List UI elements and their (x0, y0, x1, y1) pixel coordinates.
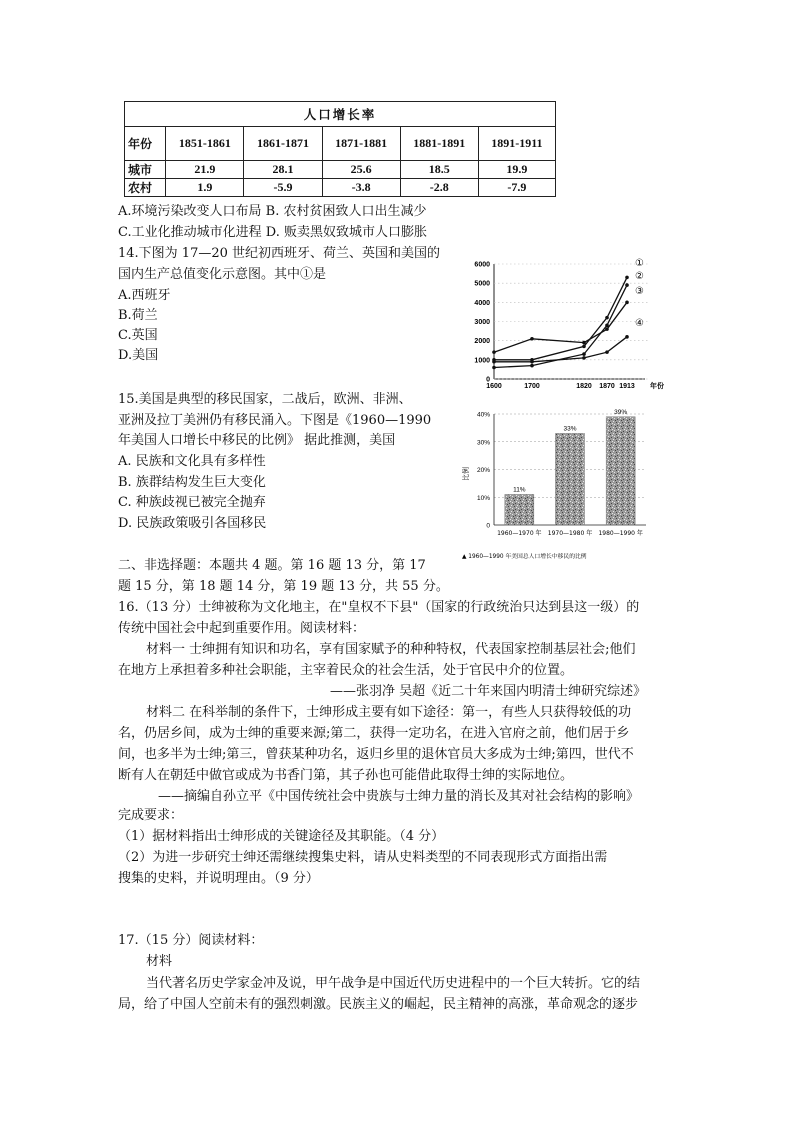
table-cell: 28.1 (244, 161, 322, 179)
section2-line-1: 二、非选择题：本题共 4 题。第 16 题 13 分，第 17 (118, 558, 426, 573)
x-tick-label: 1960—1970 年 (497, 530, 542, 537)
series-label: ④ (635, 318, 644, 329)
q16-line-1: 16.（13 分）士绅被称为文化地主，在"皇权不下县"（国家的行政统治只达到县这一级）的 (118, 600, 640, 615)
data-point (492, 350, 496, 354)
q14-option-c: C.英国 (118, 328, 158, 343)
data-point (605, 350, 609, 354)
q16-material-2-source: ——摘编自孙立平《中国传统社会中贵族与士绅力量的消长及其对社会结构的影响》 (158, 789, 640, 804)
data-point (582, 356, 586, 360)
table-row-label: 农村 (125, 179, 166, 197)
q14-stem-line-1: 14.下图为 17—20 世纪初西班牙、荷兰、英国和美国的 (118, 246, 441, 261)
bar (606, 417, 635, 525)
data-point (605, 327, 609, 331)
q15-option-c: C. 种族歧视已被完全抛弃 (118, 495, 266, 510)
q16-material-1-source: ——张羽净 吴超《近二十年来国内明清士绅研究综述》 (330, 684, 647, 699)
x-tick-label: 1600 (486, 383, 502, 390)
gdp-line-chart (455, 254, 685, 394)
data-label: 11% (513, 486, 526, 494)
q16-material-2-c: 间，也多半为士绅;第三，曾获某种功名，返归乡里的退休官员大多成为士绅;第四，世代不 (118, 747, 634, 762)
q16-requirements-label: 完成要求： (118, 808, 184, 823)
q15-option-a: A. 民族和文化具有多样性 (118, 454, 266, 469)
q16-line-2: 传统中国社会中起到重要作用。阅读材料： (118, 621, 366, 636)
bar (556, 433, 585, 525)
chart-caption: ▲ 1960—1990 年美国总人口增长中移民的比例 (462, 554, 587, 560)
table-header-period: 1871-1881 (322, 127, 400, 161)
x-axis-label: 年份 (650, 382, 664, 390)
table-cell: -5.9 (244, 179, 322, 197)
series-label: ① (635, 258, 644, 269)
y-tick-label: 10% (476, 494, 490, 502)
table-cell: 25.6 (322, 161, 400, 179)
series-line (494, 302, 627, 352)
table-cell: 1.9 (166, 179, 244, 197)
table-header-period: 1861-1871 (244, 127, 322, 161)
table-header-period: 1891-1911 (478, 127, 555, 161)
table-cell: -2.8 (400, 179, 478, 197)
table-title: 人口增长率 (125, 102, 556, 127)
y-tick-label: 2000 (474, 338, 490, 346)
y-tick-label: 40% (476, 411, 490, 419)
q14-stem-line-2: 国内生产总值变化示意图。其中①是 (118, 267, 327, 282)
data-point (530, 364, 534, 368)
y-tick-label: 0 (486, 522, 490, 530)
data-point (625, 335, 629, 339)
table-cell: 21.9 (166, 161, 244, 179)
data-label: 33% (563, 425, 577, 433)
data-point (582, 352, 586, 356)
y-tick-label: 1000 (474, 357, 490, 365)
series-label: ③ (635, 286, 644, 297)
x-tick-label: 1970—1980 年 (547, 530, 593, 537)
q16-material-1-a: 材料一 士绅拥有知识和功名，享有国家赋予的种种特权，代表国家控制基层社会;他们 (146, 642, 636, 657)
data-point (530, 337, 534, 341)
q16-requirement-2-a: （2）为进一步研究士绅还需继续搜集史料，请从史料类型的不同表现形式方面指出需 (118, 850, 608, 865)
table-cell: -7.9 (478, 179, 555, 197)
table-cell: 18.5 (400, 161, 478, 179)
table-row-label: 城市 (125, 161, 166, 179)
x-tick-label: 1980—1990 年 (598, 530, 643, 537)
y-tick-label: 4000 (474, 299, 490, 307)
q17-material-line-2: 局，给了中国人空前未有的强烈刺激。民族主义的崛起，民主精神的高涨，革命观念的逐步 (118, 997, 639, 1012)
x-tick-label: 1700 (524, 383, 540, 390)
y-tick-label: 6000 (474, 261, 490, 269)
data-point (605, 316, 609, 320)
table-header-label: 年份 (125, 127, 166, 161)
q13-options-line-1: A.环境污染改变人口布局 B. 农村贫困致人口出生减少 (118, 204, 427, 219)
data-point (582, 345, 586, 349)
section2-line-2: 题 15 分，第 18 题 14 分，第 19 题 13 分，共 55 分。 (118, 579, 449, 594)
population-growth-table (124, 101, 556, 197)
y-tick-label: 30% (476, 439, 490, 447)
y-tick-label: 20% (476, 467, 490, 474)
table-cell: 19.9 (478, 161, 555, 179)
table-header-period: 1851-1861 (166, 127, 244, 161)
q17-material-line-1: 当代著名历史学家金冲及说，甲午战争是中国近代历史进程中的一个巨大转折。它的结 (146, 976, 641, 991)
q16-requirement-1: （1）据材料指出士绅形成的关键途径及其职能。（4 分） (118, 829, 445, 844)
data-point (492, 366, 496, 370)
data-label: 39% (614, 408, 628, 416)
y-axis-label: 比例 (462, 467, 470, 481)
data-point (530, 360, 534, 364)
q14-option-d: D.美国 (118, 348, 159, 363)
series-label: ② (635, 271, 644, 282)
q16-material-2-b: 名，仍居乡间，成为士绅的重要来源;第二，获得一定功名，在进入官府之前，他们居于乡 (118, 726, 630, 741)
table-header-period: 1881-1891 (400, 127, 478, 161)
q16-material-2-d: 断有人在朝廷中做官或成为书香门第，其子孙也可能借此取得士绅的实际地位。 (118, 768, 574, 783)
y-tick-label: 3000 (474, 319, 490, 326)
q16-material-2-a: 材料二 在科举制的条件下，士绅形成主要有如下途径：第一，有些人只获得较低的功 (146, 705, 632, 720)
bar (505, 494, 534, 525)
q16-requirement-2-b: 搜集的史料，并说明理由。（9 分） (118, 871, 319, 886)
q14-option-a: A.西班牙 (118, 288, 171, 303)
q15-stem-line-3: 年美国人口增长中移民的比例》 据此推测，美国 (118, 433, 396, 448)
x-tick-label: 1913 (619, 383, 635, 390)
data-point (492, 360, 496, 364)
q15-stem-line-1: 15.美国是典型的移民国家，二战后，欧洲、非洲、 (118, 392, 412, 407)
immigration-bar-chart (456, 402, 684, 566)
data-point (625, 283, 629, 287)
q15-stem-line-2: 亚洲及拉丁美洲仍有移民涌入。下图是《1960—1990 (118, 413, 432, 428)
q16-material-1-b: 在地方上承担着多种社会职能，主宰着民众的社会生活，处于官民中介的位置。 (118, 663, 574, 678)
x-tick-label: 1820 (576, 383, 592, 390)
data-point (625, 301, 629, 305)
x-tick-label: 1870 (599, 383, 615, 390)
q13-options-line-2: C.工业化推动城市化进程 D. 贩卖黑奴致城市人口膨胀 (118, 225, 427, 240)
q15-option-d: D. 民族政策吸引各国移民 (118, 516, 267, 531)
table-cell: -3.8 (322, 179, 400, 197)
q15-option-b: B. 族群结构发生巨大变化 (118, 475, 266, 490)
y-tick-label: 0 (486, 376, 490, 384)
data-point (625, 276, 629, 280)
q17-material-label: 材料 (146, 954, 173, 969)
y-tick-label: 5000 (474, 280, 490, 288)
q17-line-1: 17.（15 分）阅读材料： (118, 933, 264, 948)
data-point (582, 341, 586, 345)
q14-option-b: B.荷兰 (118, 308, 158, 323)
